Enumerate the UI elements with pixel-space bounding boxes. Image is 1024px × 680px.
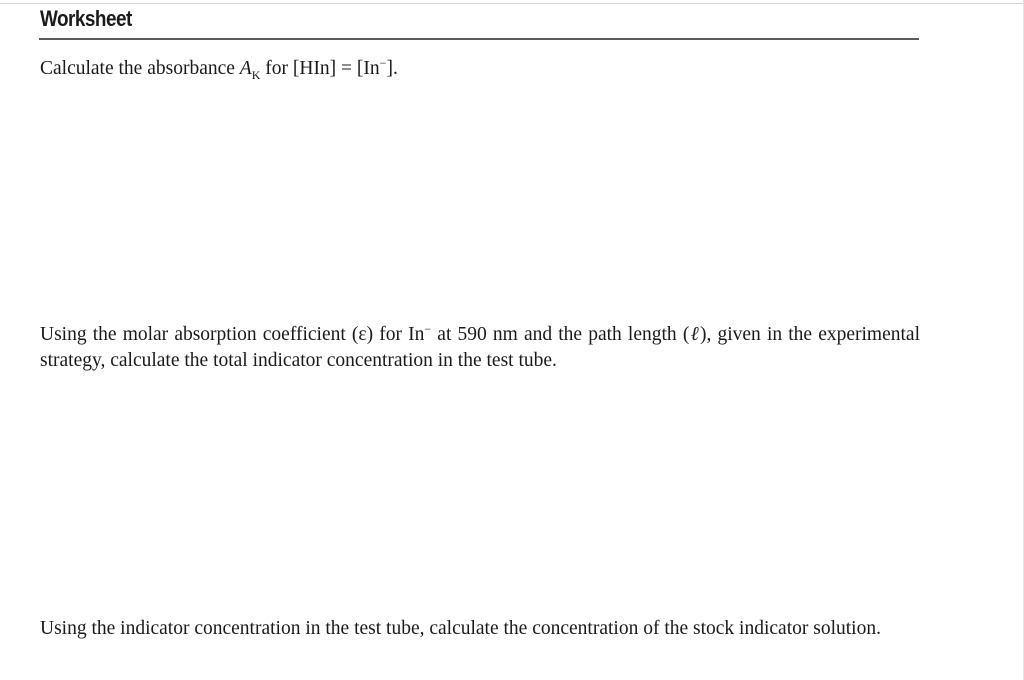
q1-text-mid: for [HIn] = [In <box>260 58 380 79</box>
q2-path-length-symbol: ℓ <box>689 324 700 345</box>
question-absorbance <box>40 56 920 88</box>
q1-superscript-minus: − <box>379 56 387 70</box>
q2-text-end: ), given in the experimental strategy, calculate the total indicator concentration in the test tube. <box>40 324 920 371</box>
q2-text-mid: at 590 nm and the path length ( <box>431 324 690 345</box>
q1-absorbance-symbol: A <box>239 58 252 79</box>
worksheet-heading: Worksheet <box>40 6 132 31</box>
q2-text-start: Using the molar absorption coefficient (ε) for In <box>40 324 425 345</box>
question-total-indicator-concentration <box>40 322 920 374</box>
heading-underline <box>39 38 919 40</box>
page-top-border <box>0 3 1024 4</box>
q1-text-start: Calculate the absorbance <box>40 58 240 79</box>
q2-superscript-minus: − <box>424 322 432 336</box>
question-stock-concentration <box>40 616 920 642</box>
q1-subscript-k: K <box>251 68 261 82</box>
q3-text: Using the indicator concentration in the test tube, calculate the concentration of the stock indicator solution. <box>40 618 881 639</box>
q1-text-end: ]. <box>386 58 398 79</box>
